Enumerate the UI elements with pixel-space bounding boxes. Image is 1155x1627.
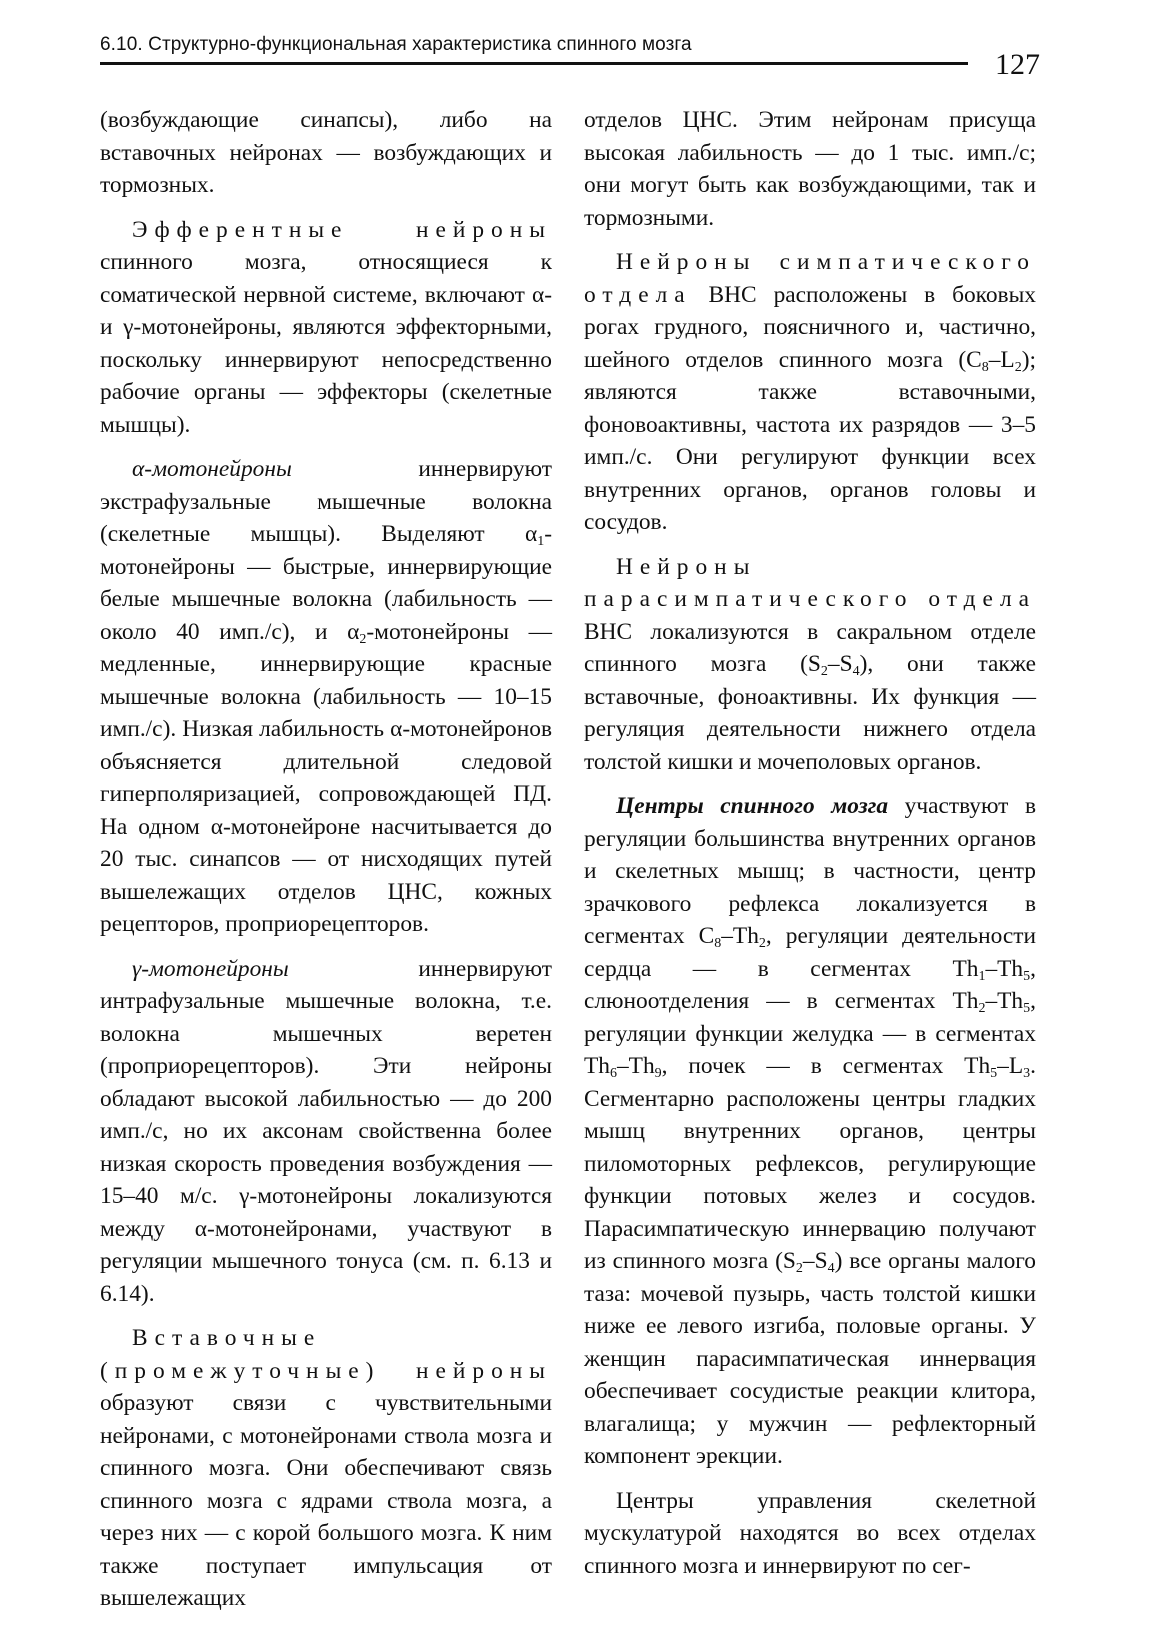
paragraph: отделов ЦНС. Этим нейронам присуща высокая лабильность — до 1 тыс. имп./с; они могут быть как возбуждающими, так и тормозными. [584,107,1036,231]
paragraph: (возбуждающие синапсы), либо на вставочных нейронах — возбуждающих и тормозных. [100,107,552,198]
paragraph: Эфферентные нейроны спинного мозга, относящиеся к соматической нервной системе, включают α- и γ-мотонейроны, являются эффекторными, поскольку иннервируют непосредственно рабочие органы — эффекторы (скелетные мышцы). [100,216,552,438]
paragraph: γ-мотонейроны иннервируют интрафузальные мышечные волокна, т.е. волокна мышечных веретен (проприорецепторов). Эти нейроны обладают высокой лабильностью — до 200 имп./с, но их аксонам свойственна более низкая скорость проведения возбуждения — 15–40 м/с. γ-мотонейроны локализуются между α-мотонейронами, участвуют в регуляции мышечного тонуса (см. п. 6.13 и 6.14). [100,955,552,1307]
spaced-term: Нейроны парасимпатического отдела [584,553,1036,612]
italic-term: α-мотонейроны [132,456,292,482]
header-rule [100,62,968,65]
running-title: 6.10. Структурно-функциональная характеристика спинного мозга [100,34,692,55]
right-column [584,104,1036,1594]
paragraph: Центры управления скелетной мускулатурой находятся во всех отделах спинного мозга и иннервируют по сег- [584,1487,1036,1579]
page-number: 127 [995,48,1040,81]
paragraph: Центры спинного мозга участвуют в регуляции большинства внутренних органов и скелетных мышц; в частности, центр зрачкового рефлекса локализуется в сегментах $C_8-Th_2$, регуляции деятельности сердца — в сегментах $Th_1-Th_5$, слюноотделения — в сегментах $Th_2-Th_5$, регуляции функции желудка — в сегментах $Th_6-Th_9$, почек — в сегментах $Th_5-L_3$. Сегментарно расположены центры гладких мышц внутренних органов, центры пиломоторных рефлексов, регулирующие функции потовых желез и сосудов. Парасимпатическую иннервацию получают из спинного мозга $(S_2-S_4)$ все органы малого таза: мочевой пузырь, часть толстой кишки ниже ее левого изгиба, половые органы. У женщин парасимпатическая иннервация обеспечивает сосудистые реакции клитора, влагалища; у мужчин — рефлекторный компонент эрекции. [584,793,1036,1469]
paragraph: α-мотонейроны иннервируют экстрафузальные мышечные волокна (скелетные мышцы). Выделяют $\alpha_1$-мотонейроны — быстрые, иннервирующие белые мышечные волокна (лабильность — около 40 имп./с), и $\alpha_2$-мотонейроны — медленные, иннервирующие красные мышечные волокна (лабильность — 10–15 имп./с). Низкая лабильность α-мотонейронов объясняется длительной следовой гиперполяризацией, сопровождающей ПД. На одном α-мотонейроне насчитывается до 20 тыс. синапсов — от нисходящих путей вышележащих отделов ЦНС, кожных рецепторов, проприорецепторов. [100,456,552,937]
spaced-term: Вставочные [132,1325,322,1351]
spaced-term: Эфферентные нейроны [132,216,552,243]
paragraph: Нейроны симпатического отдела ВНС расположены в боковых рогах грудного, поясничного и, частично, шейного отделов спинного мозга $(C_8-L_2)$; являются также вставочными, фоновоактивны, частота их разрядов — 3–5 имп./с. Они регулируют функции всех внутренних органов, органов головы и сосудов. [584,249,1036,535]
paragraph: Вставочные (промежуточные) нейроны образуют связи с чувствительными нейронами, с мотонейронами ствола мозга и спинного мозга. Они обеспечивают связь спинного мозга с ядрами ствола мозга, а через них — с корой большого мозга. К ним также поступает импульсация от вышележащих [100,1325,552,1611]
left-column [100,104,552,1627]
italic-term: γ-мотонейроны [132,955,289,982]
paragraph: Нейроны парасимпатического отдела ВНС локализуются в сакральном отделе спинного мозга $(S_2-S_4)$, они также вставочные, фоноактивны. Их функция — регуляция деятельности нижнего отдела толстой кишки и мочеполовых органов. [584,553,1036,775]
spaced-term: Нейроны симпатического отдела [584,249,1036,308]
page-header [100,34,1040,81]
bold-italic-term: Центры спинного мозга [616,793,889,819]
